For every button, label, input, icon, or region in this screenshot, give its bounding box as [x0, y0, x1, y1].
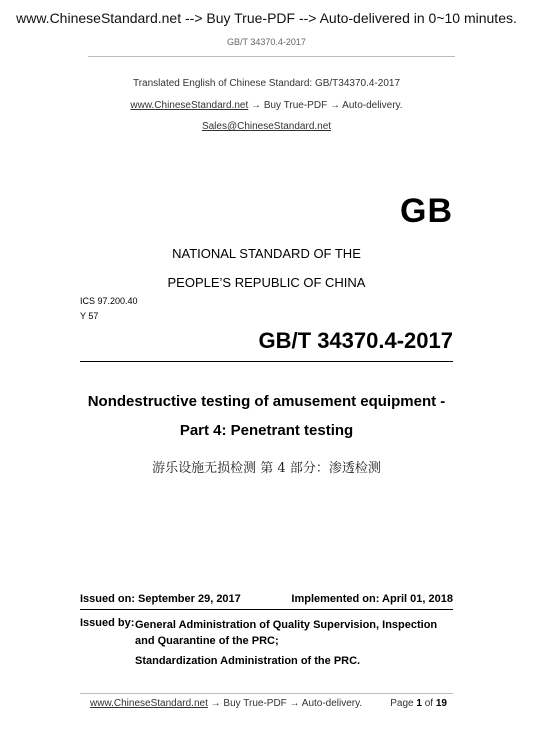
code-divider: [80, 361, 453, 362]
issuer-line-1: General Administration of Quality Supervision, Inspection and Quarantine of the PRC;: [135, 619, 438, 647]
issuer-line-2: Standardization Administration of the PRC.: [135, 655, 361, 667]
footer-site-link[interactable]: www.ChineseStandard.net: [90, 698, 208, 709]
title-line-2: Part 4: Penetrant testing: [179, 422, 354, 439]
footer-divider: [80, 693, 453, 694]
issued-by-label: Issued by:: [80, 617, 135, 629]
top-banner: www.ChineseStandard.net --> Buy True-PDF --> Auto-delivered in 0~10 minutes.: [16, 10, 517, 26]
header-standard-id: GB/T 34370.4-2017: [227, 37, 306, 47]
ccs-code: Y 57: [80, 311, 99, 321]
national-standard-line-1: NATIONAL STANDARD OF THE: [172, 246, 361, 261]
implemented-on-date: Implemented on: April 01, 2018: [291, 593, 453, 605]
email-line: [0, 121, 533, 132]
page-indicator: [390, 698, 447, 709]
page-current: 1: [416, 698, 422, 709]
footer-buy-text: → Buy True-PDF → Auto-delivery.: [210, 698, 363, 709]
standard-code: GB/T 34370.4-2017: [258, 328, 453, 353]
buy-line: [0, 100, 533, 111]
translation-notice: Translated English of Chinese Standard: GB/T34370.4-2017: [132, 78, 401, 89]
buy-text: → Buy True-PDF → Auto-delivery.: [251, 100, 403, 111]
gb-logo: GB: [400, 192, 453, 230]
page-of: of: [424, 698, 434, 709]
ics-code: ICS 97.200.40: [80, 296, 138, 306]
national-standard-line-2: PEOPLE’S REPUBLIC OF CHINA: [167, 275, 366, 290]
page-label: Page: [390, 698, 414, 709]
title-line-1: Nondestructive testing of amusement equipment -: [87, 393, 446, 410]
dates-divider: [80, 609, 453, 610]
site-link[interactable]: www.ChineseStandard.net: [130, 100, 249, 111]
chinese-title: 游乐设施无损检测 第 4 部分：渗透检测: [152, 461, 381, 476]
email-link[interactable]: Sales@ChineseStandard.net: [201, 121, 332, 132]
page-total: 19: [435, 698, 447, 709]
footer-links: [90, 698, 362, 709]
issued-on-date: Issued on: September 29, 2017: [80, 593, 241, 605]
header-divider: [88, 56, 455, 57]
